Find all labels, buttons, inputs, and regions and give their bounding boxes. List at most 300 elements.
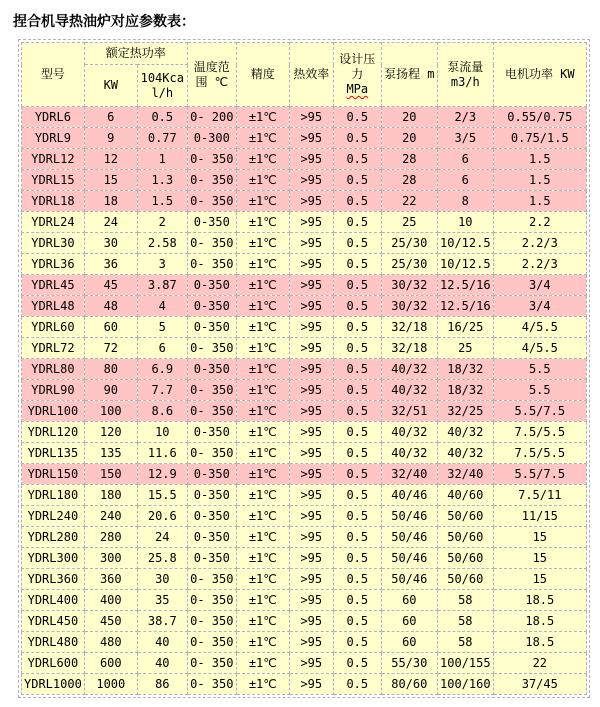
cell-flow: 32/25 (437, 401, 493, 422)
cell-temp: 0-350 (187, 422, 236, 443)
header-design-pressure-label: 设计压力 (339, 52, 376, 81)
cell-temp: 0-350 (187, 359, 236, 380)
cell-flow: 40/32 (437, 422, 493, 443)
cell-efficiency: >95 (289, 506, 333, 527)
cell-temp: 0- 350 (187, 653, 236, 674)
cell-pressure: 0.5 (333, 632, 381, 653)
cell-temp: 0-350 (187, 317, 236, 338)
table-row (22, 128, 587, 149)
cell-kw: 12 (84, 149, 137, 170)
cell-efficiency: >95 (289, 611, 333, 632)
cell-pressure: 0.5 (333, 233, 381, 254)
table-row (22, 401, 587, 422)
cell-temp: 0-350 (187, 212, 236, 233)
cell-temp: 0- 350 (187, 254, 236, 275)
cell-kcal: 8.6 (137, 401, 187, 422)
cell-efficiency: >95 (289, 338, 333, 359)
cell-head: 80/60 (381, 674, 437, 695)
cell-temp: 0-350 (187, 548, 236, 569)
cell-motor: 1.5 (493, 149, 586, 170)
cell-motor: 4/5.5 (493, 317, 586, 338)
cell-pressure: 0.5 (333, 317, 381, 338)
cell-motor: 5.5/7.5 (493, 401, 586, 422)
cell-motor: 4/5.5 (493, 338, 586, 359)
cell-motor: 15 (493, 527, 586, 548)
cell-flow: 8 (437, 191, 493, 212)
cell-motor: 15 (493, 548, 586, 569)
cell-kcal: 20.6 (137, 506, 187, 527)
cell-kcal: 3.87 (137, 275, 187, 296)
cell-flow: 40/60 (437, 485, 493, 506)
cell-kcal: 86 (137, 674, 187, 695)
header-pump-flow-label: 泵流量 (447, 59, 484, 74)
cell-motor: 2.2 (493, 212, 586, 233)
cell-efficiency: >95 (289, 527, 333, 548)
table-row (22, 170, 587, 191)
cell-kcal: 6 (137, 338, 187, 359)
cell-flow: 50/60 (437, 548, 493, 569)
table-row (22, 632, 587, 653)
cell-kw: 300 (84, 548, 137, 569)
cell-precision: ±1℃ (236, 401, 289, 422)
header-kcal: 104Kcal/h (137, 65, 187, 107)
cell-kw: 18 (84, 191, 137, 212)
cell-precision: ±1℃ (236, 233, 289, 254)
table-row (22, 674, 587, 695)
cell-temp: 0- 350 (187, 443, 236, 464)
header-thermal-efficiency: 热效率 (289, 43, 333, 107)
cell-kw: 90 (84, 380, 137, 401)
cell-precision: ±1℃ (236, 443, 289, 464)
cell-kcal: 40 (137, 653, 187, 674)
cell-kw: 120 (84, 422, 137, 443)
cell-temp: 0- 350 (187, 233, 236, 254)
cell-efficiency: >95 (289, 212, 333, 233)
cell-temp: 0-350 (187, 275, 236, 296)
cell-kw: 45 (84, 275, 137, 296)
cell-temp: 0-350 (187, 464, 236, 485)
cell-precision: ±1℃ (236, 128, 289, 149)
cell-kcal: 4 (137, 296, 187, 317)
cell-efficiency: >95 (289, 443, 333, 464)
cell-temp: 0- 350 (187, 191, 236, 212)
cell-flow: 58 (437, 590, 493, 611)
cell-temp: 0- 350 (187, 170, 236, 191)
cell-model: YDRL45 (22, 275, 85, 296)
cell-kcal: 11.6 (137, 443, 187, 464)
table-row (22, 527, 587, 548)
cell-kw: 360 (84, 569, 137, 590)
header-design-pressure (333, 43, 381, 107)
cell-head: 28 (381, 149, 437, 170)
cell-flow: 12.5/16 (437, 296, 493, 317)
cell-temp: 0- 350 (187, 401, 236, 422)
cell-kw: 80 (84, 359, 137, 380)
cell-pressure: 0.5 (333, 338, 381, 359)
spec-table-body (22, 107, 587, 695)
cell-kcal: 35 (137, 590, 187, 611)
cell-precision: ±1℃ (236, 107, 289, 128)
cell-precision: ±1℃ (236, 254, 289, 275)
cell-model: YDRL280 (22, 527, 85, 548)
cell-head: 40/32 (381, 443, 437, 464)
cell-model: YDRL135 (22, 443, 85, 464)
cell-precision: ±1℃ (236, 422, 289, 443)
cell-kw: 280 (84, 527, 137, 548)
table-row (22, 422, 587, 443)
spec-table-wrapper (18, 39, 590, 698)
table-row (22, 233, 587, 254)
cell-precision: ±1℃ (236, 317, 289, 338)
cell-flow: 10 (437, 212, 493, 233)
header-pump-flow (437, 43, 493, 107)
cell-model: YDRL120 (22, 422, 85, 443)
cell-pressure: 0.5 (333, 170, 381, 191)
cell-efficiency: >95 (289, 170, 333, 191)
cell-head: 25/30 (381, 254, 437, 275)
cell-kcal: 1 (137, 149, 187, 170)
cell-model: YDRL12 (22, 149, 85, 170)
cell-flow: 10/12.5 (437, 254, 493, 275)
cell-model: YDRL300 (22, 548, 85, 569)
cell-pressure: 0.5 (333, 275, 381, 296)
cell-motor: 22 (493, 653, 586, 674)
cell-precision: ±1℃ (236, 653, 289, 674)
cell-efficiency: >95 (289, 359, 333, 380)
cell-temp: 0-300 (187, 128, 236, 149)
cell-flow: 18/32 (437, 359, 493, 380)
cell-precision: ±1℃ (236, 506, 289, 527)
cell-efficiency: >95 (289, 233, 333, 254)
cell-head: 22 (381, 191, 437, 212)
cell-head: 40/46 (381, 485, 437, 506)
cell-flow: 16/25 (437, 317, 493, 338)
cell-kw: 135 (84, 443, 137, 464)
table-row (22, 191, 587, 212)
cell-kw: 36 (84, 254, 137, 275)
cell-precision: ±1℃ (236, 170, 289, 191)
cell-pressure: 0.5 (333, 569, 381, 590)
table-row (22, 548, 587, 569)
cell-head: 60 (381, 611, 437, 632)
cell-pressure: 0.5 (333, 611, 381, 632)
cell-temp: 0- 350 (187, 674, 236, 695)
cell-efficiency: >95 (289, 464, 333, 485)
cell-flow: 18/32 (437, 380, 493, 401)
cell-kcal: 30 (137, 569, 187, 590)
cell-kcal: 1.5 (137, 191, 187, 212)
cell-kw: 600 (84, 653, 137, 674)
cell-motor: 5.5/7.5 (493, 464, 586, 485)
cell-kcal: 2.58 (137, 233, 187, 254)
cell-kw: 30 (84, 233, 137, 254)
cell-pressure: 0.5 (333, 653, 381, 674)
cell-motor: 1.5 (493, 170, 586, 191)
cell-flow: 100/160 (437, 674, 493, 695)
table-row (22, 359, 587, 380)
cell-efficiency: >95 (289, 548, 333, 569)
cell-motor: 18.5 (493, 611, 586, 632)
cell-efficiency: >95 (289, 569, 333, 590)
cell-flow: 32/40 (437, 464, 493, 485)
cell-model: YDRL9 (22, 128, 85, 149)
cell-kw: 15 (84, 170, 137, 191)
cell-pressure: 0.5 (333, 443, 381, 464)
cell-model: YDRL80 (22, 359, 85, 380)
cell-model: YDRL450 (22, 611, 85, 632)
cell-efficiency: >95 (289, 107, 333, 128)
cell-head: 40/32 (381, 359, 437, 380)
cell-precision: ±1℃ (236, 674, 289, 695)
cell-efficiency: >95 (289, 317, 333, 338)
cell-motor: 0.55/0.75 (493, 107, 586, 128)
table-row (22, 464, 587, 485)
cell-pressure: 0.5 (333, 485, 381, 506)
cell-flow: 58 (437, 632, 493, 653)
cell-head: 32/18 (381, 338, 437, 359)
cell-flow: 12.5/16 (437, 275, 493, 296)
cell-kcal: 7.7 (137, 380, 187, 401)
cell-flow: 58 (437, 611, 493, 632)
cell-kcal: 24 (137, 527, 187, 548)
cell-motor: 7.5/11 (493, 485, 586, 506)
table-row (22, 254, 587, 275)
cell-precision: ±1℃ (236, 212, 289, 233)
cell-head: 40/32 (381, 422, 437, 443)
cell-motor: 1.5 (493, 191, 586, 212)
cell-temp: 0-350 (187, 527, 236, 548)
cell-kw: 100 (84, 401, 137, 422)
cell-efficiency: >95 (289, 674, 333, 695)
cell-precision: ±1℃ (236, 338, 289, 359)
table-row (22, 212, 587, 233)
cell-motor: 11/15 (493, 506, 586, 527)
cell-precision: ±1℃ (236, 191, 289, 212)
cell-model: YDRL240 (22, 506, 85, 527)
cell-head: 30/32 (381, 275, 437, 296)
table-row (22, 506, 587, 527)
cell-model: YDRL400 (22, 590, 85, 611)
cell-kcal: 10 (137, 422, 187, 443)
cell-pressure: 0.5 (333, 590, 381, 611)
cell-pressure: 0.5 (333, 128, 381, 149)
cell-flow: 6 (437, 149, 493, 170)
cell-head: 32/51 (381, 401, 437, 422)
cell-temp: 0- 350 (187, 149, 236, 170)
cell-pressure: 0.5 (333, 380, 381, 401)
cell-pressure: 0.5 (333, 464, 381, 485)
cell-model: YDRL360 (22, 569, 85, 590)
cell-precision: ±1℃ (236, 359, 289, 380)
cell-temp: 0-350 (187, 485, 236, 506)
cell-temp: 0- 200 (187, 107, 236, 128)
cell-kcal: 2 (137, 212, 187, 233)
cell-temp: 0- 350 (187, 590, 236, 611)
cell-motor: 0.75/1.5 (493, 128, 586, 149)
cell-head: 20 (381, 128, 437, 149)
cell-motor: 3/4 (493, 275, 586, 296)
table-row (22, 275, 587, 296)
cell-kw: 72 (84, 338, 137, 359)
cell-model: YDRL48 (22, 296, 85, 317)
cell-precision: ±1℃ (236, 611, 289, 632)
spec-table-header (22, 43, 587, 107)
cell-kw: 24 (84, 212, 137, 233)
cell-motor: 5.5 (493, 359, 586, 380)
header-rated-power: 额定热功率 (84, 43, 187, 65)
table-row (22, 569, 587, 590)
cell-motor: 37/45 (493, 674, 586, 695)
cell-pressure: 0.5 (333, 107, 381, 128)
table-row (22, 338, 587, 359)
cell-temp: 0- 350 (187, 338, 236, 359)
cell-flow: 3/5 (437, 128, 493, 149)
cell-flow: 10/12.5 (437, 233, 493, 254)
cell-motor: 3/4 (493, 296, 586, 317)
cell-efficiency: >95 (289, 422, 333, 443)
cell-kw: 48 (84, 296, 137, 317)
cell-precision: ±1℃ (236, 380, 289, 401)
table-row (22, 380, 587, 401)
cell-efficiency: >95 (289, 275, 333, 296)
cell-kw: 1000 (84, 674, 137, 695)
cell-flow: 40/32 (437, 443, 493, 464)
cell-model: YDRL150 (22, 464, 85, 485)
cell-precision: ±1℃ (236, 485, 289, 506)
cell-model: YDRL6 (22, 107, 85, 128)
cell-flow: 25 (437, 338, 493, 359)
cell-head: 25/30 (381, 233, 437, 254)
cell-model: YDRL1000 (22, 674, 85, 695)
header-temp-range: 温度范围 ℃ (187, 43, 236, 107)
header-motor-power: 电机功率 KW (493, 43, 586, 107)
cell-flow: 2/3 (437, 107, 493, 128)
cell-head: 50/46 (381, 548, 437, 569)
cell-kw: 480 (84, 632, 137, 653)
cell-kw: 400 (84, 590, 137, 611)
cell-pressure: 0.5 (333, 359, 381, 380)
table-row (22, 149, 587, 170)
cell-kw: 450 (84, 611, 137, 632)
cell-flow: 100/155 (437, 653, 493, 674)
cell-efficiency: >95 (289, 380, 333, 401)
cell-kw: 6 (84, 107, 137, 128)
cell-model: YDRL24 (22, 212, 85, 233)
table-row (22, 107, 587, 128)
cell-pressure: 0.5 (333, 548, 381, 569)
cell-pressure: 0.5 (333, 254, 381, 275)
cell-model: YDRL100 (22, 401, 85, 422)
header-kw: KW (84, 65, 137, 107)
cell-kcal: 0.77 (137, 128, 187, 149)
cell-model: YDRL600 (22, 653, 85, 674)
cell-motor: 2.2/3 (493, 254, 586, 275)
cell-flow: 50/60 (437, 506, 493, 527)
cell-kw: 180 (84, 485, 137, 506)
cell-model: YDRL15 (22, 170, 85, 191)
header-model: 型号 (22, 43, 85, 107)
cell-precision: ±1℃ (236, 296, 289, 317)
cell-pressure: 0.5 (333, 422, 381, 443)
cell-precision: ±1℃ (236, 590, 289, 611)
cell-kcal: 0.5 (137, 107, 187, 128)
cell-pressure: 0.5 (333, 191, 381, 212)
cell-head: 50/46 (381, 506, 437, 527)
table-row (22, 485, 587, 506)
cell-model: YDRL90 (22, 380, 85, 401)
cell-efficiency: >95 (289, 590, 333, 611)
cell-head: 40/32 (381, 380, 437, 401)
cell-motor: 2.2/3 (493, 233, 586, 254)
cell-precision: ±1℃ (236, 632, 289, 653)
cell-motor: 5.5 (493, 380, 586, 401)
cell-head: 60 (381, 632, 437, 653)
cell-kcal: 12.9 (137, 464, 187, 485)
cell-head: 28 (381, 170, 437, 191)
cell-temp: 0-350 (187, 506, 236, 527)
cell-pressure: 0.5 (333, 527, 381, 548)
cell-model: YDRL480 (22, 632, 85, 653)
cell-temp: 0- 350 (187, 380, 236, 401)
cell-head: 20 (381, 107, 437, 128)
cell-head: 30/32 (381, 296, 437, 317)
cell-head: 25 (381, 212, 437, 233)
cell-kw: 60 (84, 317, 137, 338)
cell-efficiency: >95 (289, 632, 333, 653)
cell-temp: 0- 350 (187, 569, 236, 590)
cell-efficiency: >95 (289, 149, 333, 170)
cell-precision: ±1℃ (236, 464, 289, 485)
cell-pressure: 0.5 (333, 149, 381, 170)
cell-efficiency: >95 (289, 254, 333, 275)
cell-motor: 7.5/5.5 (493, 422, 586, 443)
cell-temp: 0- 350 (187, 611, 236, 632)
cell-kw: 240 (84, 506, 137, 527)
cell-pressure: 0.5 (333, 506, 381, 527)
cell-head: 60 (381, 590, 437, 611)
cell-pressure: 0.5 (333, 296, 381, 317)
cell-motor: 18.5 (493, 632, 586, 653)
cell-kcal: 6.9 (137, 359, 187, 380)
cell-motor: 15 (493, 569, 586, 590)
cell-model: YDRL60 (22, 317, 85, 338)
cell-kcal: 38.7 (137, 611, 187, 632)
table-row (22, 590, 587, 611)
cell-precision: ±1℃ (236, 275, 289, 296)
cell-head: 32/18 (381, 317, 437, 338)
spec-table (21, 42, 587, 695)
cell-pressure: 0.5 (333, 674, 381, 695)
cell-temp: 0-350 (187, 296, 236, 317)
cell-flow: 50/60 (437, 569, 493, 590)
header-pump-flow-unit: m3/h (450, 74, 480, 89)
cell-model: YDRL36 (22, 254, 85, 275)
page-title: 捏合机导热油炉对应参数表： (13, 14, 195, 30)
cell-pressure: 0.5 (333, 401, 381, 422)
cell-efficiency: >95 (289, 401, 333, 422)
cell-motor: 18.5 (493, 590, 586, 611)
table-row (22, 611, 587, 632)
cell-pressure: 0.5 (333, 212, 381, 233)
cell-efficiency: >95 (289, 191, 333, 212)
header-design-pressure-unit: MPa (346, 82, 369, 96)
cell-kw: 150 (84, 464, 137, 485)
table-row (22, 443, 587, 464)
cell-model: YDRL72 (22, 338, 85, 359)
cell-flow: 50/60 (437, 527, 493, 548)
cell-precision: ±1℃ (236, 569, 289, 590)
cell-kcal: 25.8 (137, 548, 187, 569)
